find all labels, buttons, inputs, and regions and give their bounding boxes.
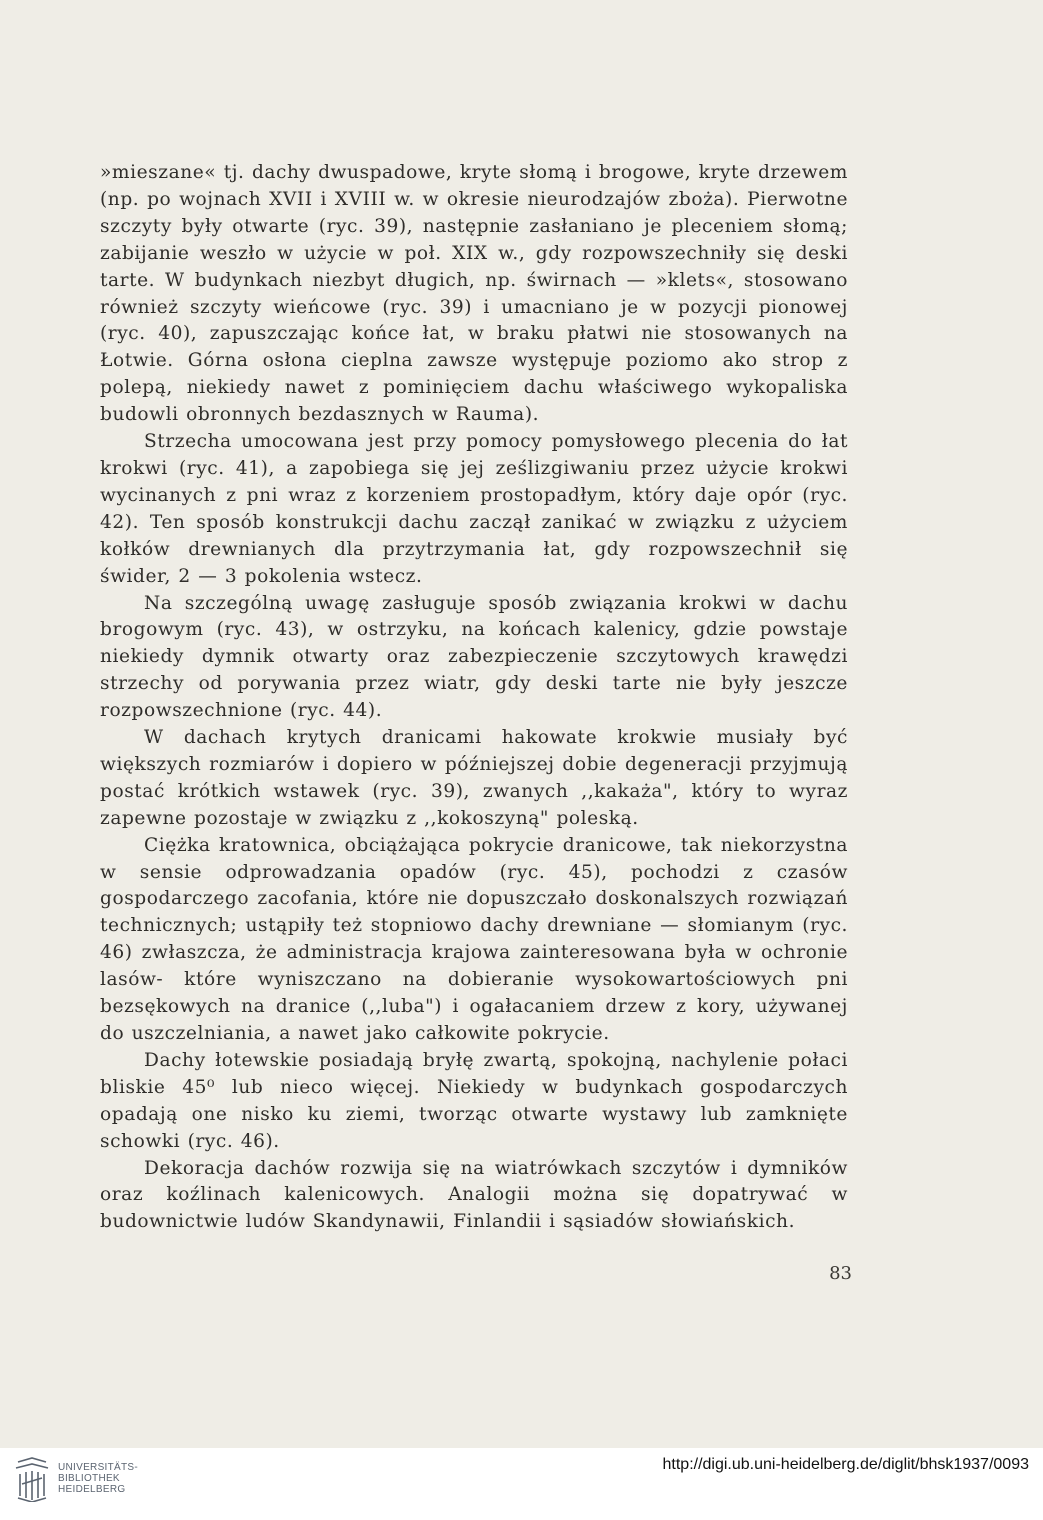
- paragraph-5: Ciężka kratownica, obciążająca pokrycie dranicowe, tak niekorzystna w sensie odprowadzania opadów (ryc. 45), pochodzi z czasów gospodarczego zacofania, które nie dopuszczało doskonalszych rozwiązań technicznych; ustąpiły też stopniowo dachy drewniane — słomianym (ryc. 46) zwłaszcza, że administracja krajowa zainteresowana była w ochronie lasów- które wyniszczano na dobieranie wysokowartościowych pni bezsękowych na dranice (,,luba") i ogałacaniem drzew z kory, używanej do uszczelniania, a nawet jako całkowite pokrycie.: [100, 834, 848, 1044]
- page-number: 83: [829, 1263, 852, 1284]
- paragraph-4: W dachach krytych dranicami hakowate krokwie musiały być większych rozmiarów i dopiero w późniejszej dobie degeneracji przyjmują postać krótkich wstawek (ryc. 39), zwanych ,,kakaża", który to wyraz zapewne pozostaje w związku z ,,kokoszyną" poleską.: [100, 727, 848, 829]
- body-text: [100, 160, 848, 1236]
- paragraph-7: Dekoracja dachów rozwija się na wiatrówkach szczytów i dymników oraz koźlinach kalenicowych. Analogii można się dopatrywać w budownictwie ludów Skandynawii, Finlandii i sąsiadów słowiańskich.: [100, 1157, 848, 1233]
- paragraph-6: Dachy łotewskie posiadają bryłę zwartą, spokojną, nachylenie połaci bliskie 45⁰ lub nieco więcej. Niekiedy w budynkach gospodarczych opadają one nisko ku ziemi, tworząc otwarte wystawy lub zamknięte schowki (ryc. 46).: [100, 1049, 848, 1152]
- source-url-link[interactable]: http://digi.ub.uni-heidelberg.de/diglit/bhsk1937/0093: [662, 1456, 1029, 1473]
- paragraph-3: Na szczególną uwagę zasługuje sposób związania krokwi w dachu brogowym (ryc. 43), w ostrzyku, na końcach kalenicy, gdzie powstaje niekiedy dymnik otwarty oraz zabezpieczenie szczytowych krawędzi strzechy od porywania przez wiatr, gdy deski tarte nie były jeszcze rozpowszechnione (ryc. 44).: [100, 592, 848, 722]
- paragraph-2: Strzecha umocowana jest przy pomocy pomysłowego plecenia do łat krokwi (ryc. 41), a zapobiega się jej ześlizgiwaniu przez użycie krokwi wycinanych z pni wraz z korzeniem prostopadłym, który daje opór (ryc. 42). Ten sposób konstrukcji dachu zaczął zanikać w związku z użyciem kołków drewnianych dla przytrzymania łat, gdy rozpowszechnił się świder, 2 — 3 pokolenia wstecz.: [100, 431, 848, 587]
- library-logo-icon: [12, 1456, 52, 1502]
- paragraph-1: »mieszane« tj. dachy dwuspadowe, kryte słomą i brogowe, kryte drzewem (np. po wojnach XVII i XVIII w. w okresie nieurodzajów zboża). Pierwotne szczyty były otwarte (ryc. 39), następnie zasłaniano je pleceniem słomą; zabijanie weszło w użycie w poł. XIX w., gdy rozpowszechniły się deski tarte. W budynkach niezbyt długich, np. świrnach — »klets«, stosowano również szczyty wieńcowe (ryc. 39) i umacniano je w pozycji pionowej (ryc. 40), zapuszczając końce łat, w braku płatwi nie stosowanych na Łotwie. Górna osłona cieplna zawsze występuje poziomo ako strop z polepą, niekiedy nawet z pominięciem dachu właściwego wykopaliska budowli obronnych bezdasznych w Rauma).: [100, 162, 848, 426]
- logo-line-1: UNIVERSITÄTS-: [58, 1462, 139, 1473]
- library-logo-text: [58, 1462, 138, 1495]
- logo-line-3: HEIDELBERG: [58, 1484, 126, 1495]
- logo-line-2: BIBLIOTHEK: [58, 1473, 120, 1484]
